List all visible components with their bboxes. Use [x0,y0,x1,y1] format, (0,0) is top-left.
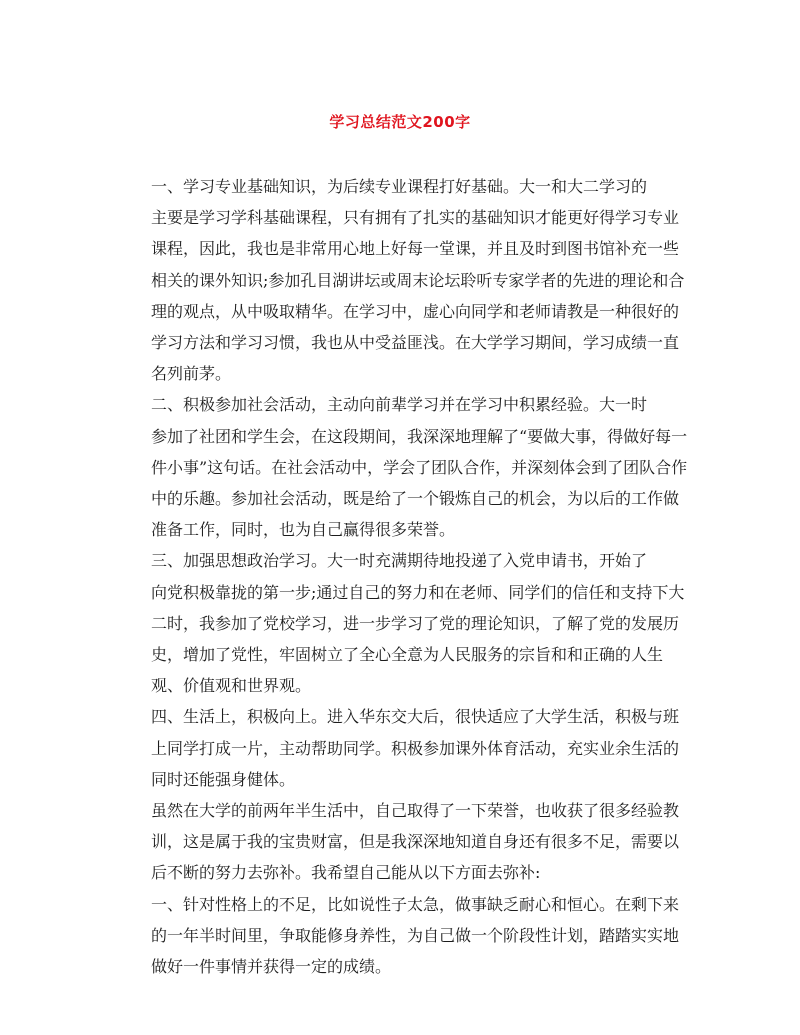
section-1-first-line: 一、学习专业基础知识，为后续专业课程打好基础。大一和大二学习的 [151,177,648,196]
section-1-body: 主要是学习学科基础课程，只有拥有了扎实的基础知识才能更好得学习专业课程，因此，我也是非常用心地上好每一堂课，并且及时到图书馆补充一些相关的课外知识;参加孔目湖讲坛或周末论坛聆听专家学者的先进的理论和合理的观点，从中吸取精华。在学习中，虚心向同学和老师请教是一种很好的学习方法和学习习惯，我也从中受益匪浅。在大学学习期间，学习成绩一直名列前茅。 [151,208,685,384]
document-body [119,171,694,982]
paragraph-life: 四、生活上，积极向上。进入华东交大后，很快适应了大学生活，积极与班上同学打成一片，主动帮助同学。积极参加课外体育活动，充实业余生活的同时还能强身健体。 [151,707,680,789]
paragraph-reflection: 虽然在大学的前两年半生活中，自己取得了一下荣誉，也收获了很多经验教训，这是属于我的宝贵财富，但是我深深地知道自身还有很多不足，需要以后不断的努力去弥补。我希望自己能从以下方面去弥补: [151,801,680,883]
section-2-body: 参加了社团和学生会，在这段期间，我深深地理解了“要做大事，得做好每一件小事”这句话。在社会活动中，学会了团队合作，并深刻体会到了团队合作中的乐趣。参加社会活动，既是给了一个锻炼自己的机会，为以后的工作做准备工作，同时，也为自己赢得很多荣誉。 [151,426,688,540]
section-3-first-line: 三、加强思想政治学习。大一时充满期待地投递了入党申请书，开始了 [151,551,648,571]
section-2-first-line: 二、积极参加社会活动，主动向前辈学习并在学习中积累经验。大一时 [151,395,648,415]
document-title: 学习总结范文200字 [329,113,471,131]
paragraph-improvement-1: 一、针对性格上的不足，比如说性子太急，做事缺乏耐心和恒心。在剩下来的一年半时间里，争取能修身养性，为自己做一个阶段性计划，踏踏实实地做好一件事情并获得一定的成绩。 [151,894,680,977]
section-3-body: 向党积极靠拢的第一步;通过自己的努力和在老师、同学们的信任和支持下大二时，我参加了党校学习，进一步学习了党的理论知识，了解了党的发展历史，增加了党性，牢固树立了全心全意为人民服务的宗旨和和正确的人生观、价值观和世界观。 [151,582,685,696]
